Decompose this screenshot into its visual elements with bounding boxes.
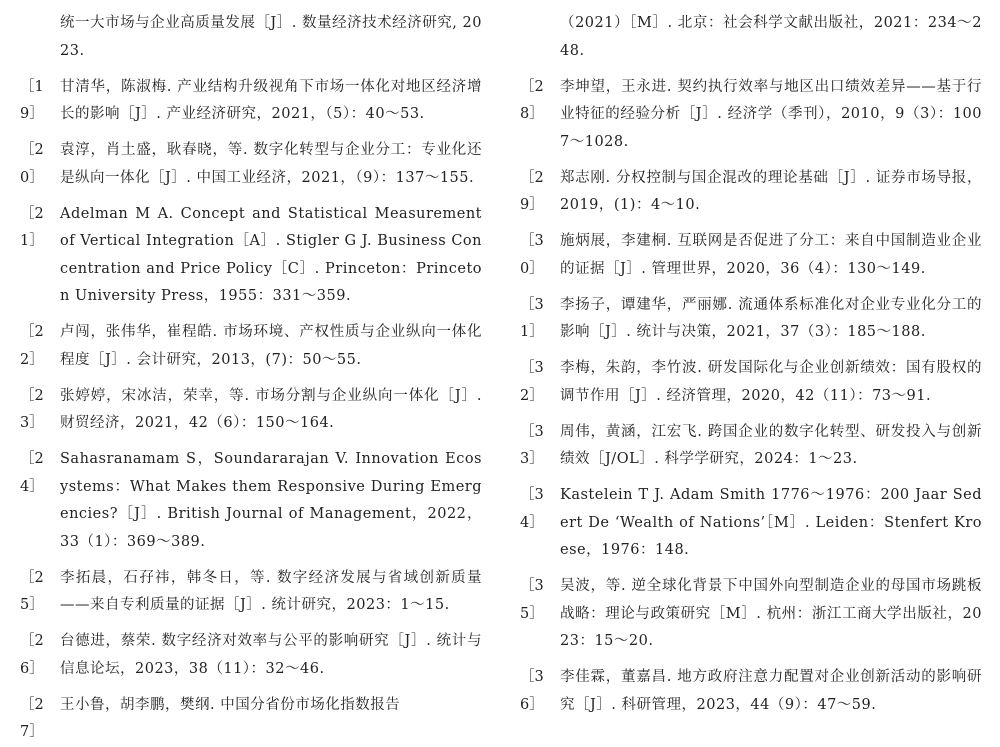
reference-text: 施炳展，李建桐. 互联网是否促进了分工：来自中国制造业企业的证据［J］. 管理世界，2020，36（4）：130～149. bbox=[560, 233, 982, 277]
reference-number: ［21］ bbox=[20, 205, 44, 249]
reference-entry bbox=[520, 165, 982, 220]
reference-entry bbox=[520, 74, 982, 157]
reference-entry bbox=[20, 692, 482, 740]
right-column bbox=[520, 10, 982, 728]
reference-entry bbox=[520, 419, 982, 474]
reference-text: 吴波，等. 逆全球化背景下中国外向型制造企业的母国市场跳板战略：理论与政策研究［M］. 杭州：浙江工商大学出版社，2023：15～20. bbox=[560, 578, 982, 649]
reference-entry bbox=[20, 137, 482, 192]
reference-entry bbox=[20, 628, 482, 683]
reference-text: 统一大市场与企业高质量发展［J］. 数量经济技术经济研究, 2023. bbox=[60, 15, 482, 59]
reference-text: 李佳霖，董嘉昌. 地方政府注意力配置对企业创新活动的影响研究［J］. 科研管理，2023，44（9）：47～59. bbox=[560, 669, 982, 713]
reference-number: ［36］ bbox=[520, 669, 544, 713]
reference-text: 李扬子，谭建华，严丽娜. 流通体系标准化对企业专业化分工的影响［J］. 统计与决策，2021，37（3）：185～188. bbox=[560, 296, 982, 340]
reference-number: ［34］ bbox=[520, 487, 544, 531]
reference-text: 郑志刚. 分权控制与国企混改的理论基础［J］. 证券市场导报，2019，(1)：4～10. bbox=[560, 169, 982, 213]
reference-number: ［19］ bbox=[20, 78, 44, 122]
reference-number: ［22］ bbox=[20, 324, 44, 368]
reference-text: （2021）［M］. 北京：社会科学文献出版社，2021：234～248. bbox=[560, 15, 982, 59]
reference-number: ［29］ bbox=[520, 169, 544, 213]
reference-number: ［31］ bbox=[520, 296, 544, 340]
reference-text: Kastelein T J. Adam Smith 1776～1976：200 Jaar Sedert De ‘Wealth of Nations’［M］. Leiden：Stenfert Kroese，1976：148. bbox=[560, 487, 982, 558]
reference-text: 王小鲁，胡李鹏，樊纲. 中国分省份市场化指数报告 bbox=[60, 696, 401, 713]
reference-entry bbox=[20, 74, 482, 129]
reference-number: ［25］ bbox=[20, 569, 44, 613]
reference-number: ［28］ bbox=[520, 78, 544, 122]
reference-number: ［23］ bbox=[20, 387, 44, 431]
reference-number: ［32］ bbox=[520, 360, 544, 404]
reference-text: 袁淳，肖土盛，耿春晓，等. 数字化转型与企业分工：专业化还是纵向一体化［J］. 中国工业经济，2021，（9）：137～155. bbox=[60, 142, 482, 186]
reference-text: 卢闯，张伟华，崔程皓. 市场环境、产权性质与企业纵向一体化程度［J］. 会计研究，2013，(7)：50～55. bbox=[60, 324, 482, 368]
reference-entry bbox=[20, 319, 482, 374]
reference-number: ［20］ bbox=[20, 142, 44, 186]
reference-entry bbox=[520, 482, 982, 565]
reference-number: ［33］ bbox=[520, 423, 544, 467]
reference-entry bbox=[520, 573, 982, 656]
reference-text: 台德进，蔡荣. 数字经济对效率与公平的影响研究［J］. 统计与信息论坛，2023，38（11）：32～46. bbox=[60, 633, 482, 677]
reference-text: 张婷婷，宋冰洁，荣幸，等. 市场分割与企业纵向一体化［J］. 财贸经济，2021，42（6）：150～164. bbox=[60, 387, 482, 431]
reference-number: ［35］ bbox=[520, 578, 544, 622]
reference-text: 周伟，黄涵，江宏飞. 跨国企业的数字化转型、研发投入与创新绩效［J/OL］. 科学学研究，2024：1～23. bbox=[560, 423, 982, 467]
reference-entry bbox=[520, 292, 982, 347]
reference-number: ［24］ bbox=[20, 451, 44, 495]
reference-entry bbox=[520, 355, 982, 410]
left-column bbox=[20, 10, 482, 740]
reference-text: 李坤望，王永进. 契约执行效率与地区出口绩效差异——基于行业特征的经验分析［J］. 经济学（季刊），2010，9（3）：1007～1028. bbox=[560, 78, 982, 150]
reference-number: ［26］ bbox=[20, 633, 44, 677]
reference-text: Sahasranamam S，Soundararajan V. Innovation Ecosystems：What Makes them Responsive During Emergencies?［J］. British Journal of Management，2022，33（1）：369～389. bbox=[60, 451, 482, 550]
reference-text: 甘清华，陈淑梅. 产业结构升级视角下市场一体化对地区经济增长的影响［J］. 产业经济研究，2021，（5）：40～53. bbox=[60, 78, 482, 122]
reference-entry bbox=[20, 565, 482, 620]
reference-entry bbox=[520, 10, 982, 65]
reference-text: Adelman M A. Concept and Statistical Measurement of Vertical Integration［A］. Stigler G J. Business Concentration and Price Policy［C］. Princeton：Princeton University Press，1955：331～359. bbox=[60, 205, 482, 304]
reference-number: ［30］ bbox=[520, 233, 544, 277]
reference-entry bbox=[520, 228, 982, 283]
reference-entry bbox=[20, 383, 482, 438]
reference-text: 李梅，朱韵，李竹波. 研发国际化与企业创新绩效：国有股权的调节作用［J］. 经济管理，2020，42（11）：73～91. bbox=[560, 360, 982, 404]
reference-number: ［27］ bbox=[20, 696, 44, 740]
reference-entry bbox=[520, 664, 982, 719]
reference-entry bbox=[20, 201, 482, 311]
reference-entry bbox=[20, 446, 482, 556]
reference-entry bbox=[20, 10, 482, 65]
reference-text: 李拓晨，石孖祎，韩冬日，等. 数字经济发展与省域创新质量——来自专利质量的证据［J］. 统计研究，2023：1～15. bbox=[60, 569, 482, 613]
